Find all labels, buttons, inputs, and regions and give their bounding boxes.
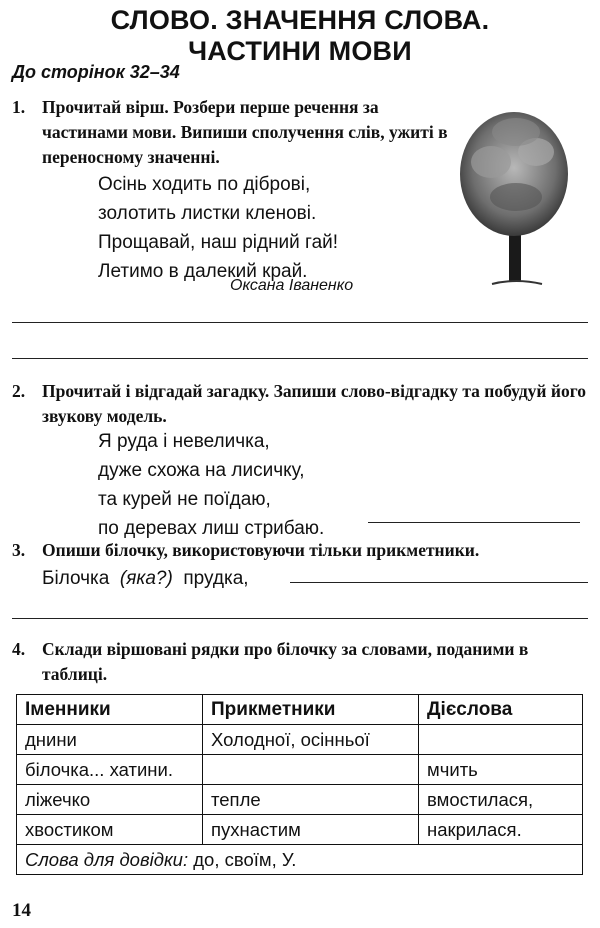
poem-line: Летимо в далекий край. — [98, 261, 308, 282]
task-2-instruction: Прочитай і відгадай загадку. Запиши слово-відгадку та побудуй його звукову модель. — [42, 381, 586, 426]
header-adjectives: Прикметники — [203, 695, 419, 725]
task-4-number: 4. — [12, 639, 26, 659]
reference-cell — [17, 845, 583, 875]
header-verbs: Дієслова — [419, 695, 583, 725]
answer-line[interactable] — [368, 522, 580, 523]
task-3-word: прудка, — [183, 568, 249, 589]
riddle-line: та курей не поїдаю, — [98, 489, 271, 510]
task-3 — [12, 538, 592, 563]
table-cell: вмостилася, — [419, 785, 583, 815]
table-cell: тепле — [203, 785, 419, 815]
table-row — [17, 785, 583, 815]
task-1-number: 1. — [12, 97, 26, 117]
table-row — [17, 755, 583, 785]
parts-of-speech-table — [16, 694, 583, 875]
riddle-line: Я руда і невеличка, — [98, 431, 270, 452]
page-title-line2: ЧАСТИНИ МОВИ — [188, 36, 412, 66]
task-4 — [12, 637, 592, 687]
table-cell: пухнастим — [203, 815, 419, 845]
tree-illustration — [456, 102, 574, 292]
task-3-sentence — [42, 568, 249, 590]
table-cell: хвостиком — [17, 815, 203, 845]
table-cell: накрилася. — [419, 815, 583, 845]
poem-line: Осінь ходить по діброві, — [98, 174, 311, 195]
reference-words: до, своїм, У. — [193, 848, 297, 870]
task-3-number: 3. — [12, 540, 26, 560]
textbook-pages-reference: До сторінок 32–34 — [12, 62, 180, 82]
table-reference-row — [17, 845, 583, 875]
table-row — [17, 815, 583, 845]
answer-line[interactable] — [12, 358, 588, 359]
task-2-number: 2. — [12, 381, 26, 401]
task-1 — [12, 95, 452, 170]
table-cell: мчить — [419, 755, 583, 785]
task-4-instruction: Склади віршовані рядки про білочку за словами, поданими в таблиці. — [42, 639, 529, 684]
poem-line: золотить листки кленові. — [98, 203, 317, 224]
table-cell — [419, 725, 583, 755]
answer-line[interactable] — [12, 322, 588, 323]
task-3-instruction: Опиши білочку, використовуючи тільки прикметники. — [42, 540, 480, 560]
table-header-row — [17, 695, 583, 725]
table-cell: Холодної, осінньої — [203, 725, 419, 755]
reference-label: Слова для довідки: — [25, 848, 189, 870]
task-3-start: Білочка — [42, 568, 110, 589]
poem-line: Прощавай, наш рідний гай! — [98, 232, 339, 253]
poem-author: Оксана Іваненко — [230, 277, 354, 294]
table-cell: білочка... хатини. — [17, 755, 203, 785]
page-title-line1: СЛОВО. ЗНАЧЕННЯ СЛОВА. — [110, 5, 490, 35]
table-row — [17, 725, 583, 755]
task-3-question: (яка?) — [119, 568, 173, 589]
page-number: 14 — [12, 900, 31, 921]
task-2-riddle — [98, 427, 324, 543]
answer-line[interactable] — [12, 618, 588, 619]
riddle-line: по деревах лиш стрибаю. — [98, 518, 325, 539]
table-cell: днини — [17, 725, 203, 755]
header-nouns: Іменники — [17, 695, 203, 725]
task-1-instruction: Прочитай вірш. Розбери перше речення за частинами мови. Випиши сполучення слів, ужиті в переносному значенні. — [42, 97, 448, 167]
task-2 — [12, 379, 592, 429]
task-1-poem — [98, 170, 338, 286]
table-cell: ліжечко — [17, 785, 203, 815]
answer-line[interactable] — [290, 582, 588, 583]
table-cell — [203, 755, 419, 785]
riddle-line: дуже схожа на лисичку, — [98, 460, 305, 481]
